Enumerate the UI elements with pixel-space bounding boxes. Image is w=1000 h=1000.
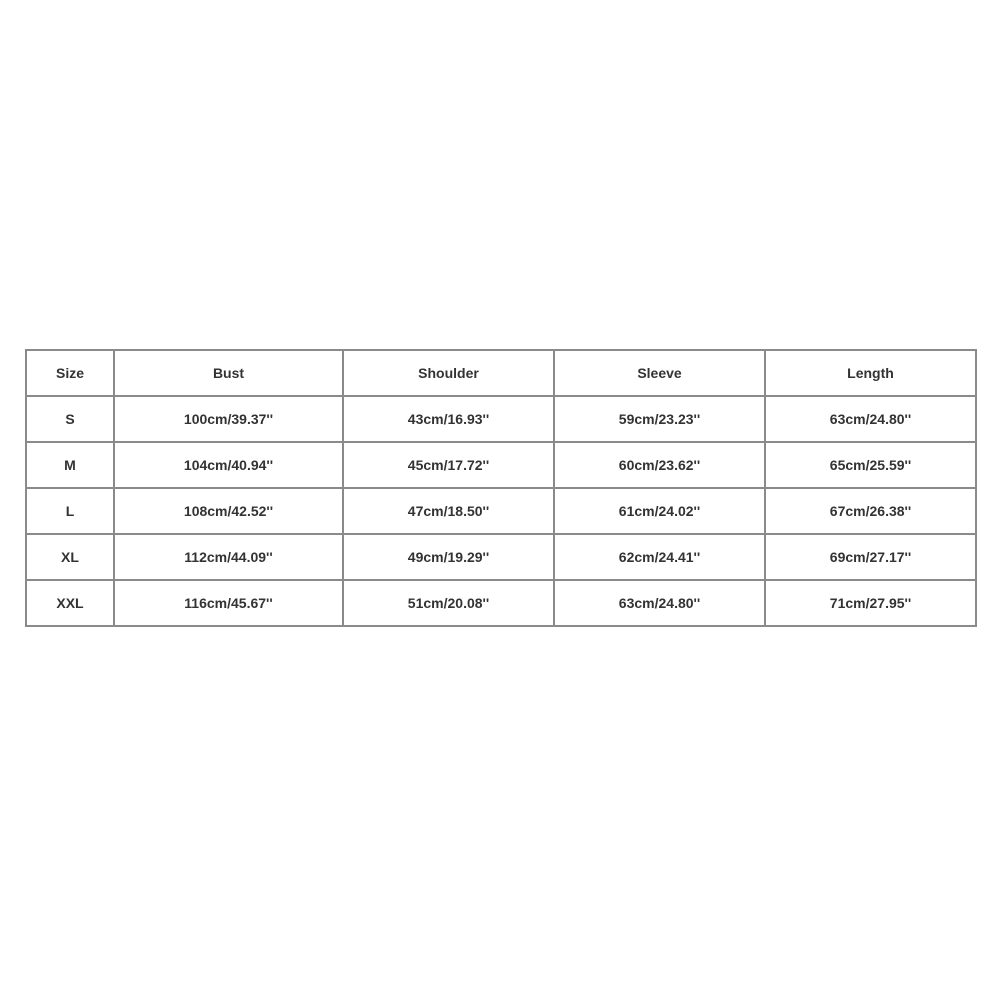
table-row [26,396,976,442]
cell-bust: 116cm/45.67'' [114,580,343,626]
header-shoulder: Shoulder [343,350,554,396]
header-length: Length [765,350,976,396]
cell-size: M [26,442,114,488]
cell-shoulder: 47cm/18.50'' [343,488,554,534]
cell-bust: 108cm/42.52'' [114,488,343,534]
header-bust: Bust [114,350,343,396]
cell-sleeve: 62cm/24.41'' [554,534,765,580]
cell-bust: 100cm/39.37'' [114,396,343,442]
cell-length: 65cm/25.59'' [765,442,976,488]
cell-length: 63cm/24.80'' [765,396,976,442]
cell-length: 67cm/26.38'' [765,488,976,534]
cell-bust: 104cm/40.94'' [114,442,343,488]
header-sleeve: Sleeve [554,350,765,396]
cell-shoulder: 43cm/16.93'' [343,396,554,442]
size-chart-table [25,349,977,627]
table-row [26,488,976,534]
header-row [26,350,976,396]
table-row [26,442,976,488]
cell-sleeve: 61cm/24.02'' [554,488,765,534]
cell-sleeve: 60cm/23.62'' [554,442,765,488]
cell-length: 71cm/27.95'' [765,580,976,626]
cell-shoulder: 49cm/19.29'' [343,534,554,580]
table-row [26,534,976,580]
header-size: Size [26,350,114,396]
cell-shoulder: 51cm/20.08'' [343,580,554,626]
cell-sleeve: 59cm/23.23'' [554,396,765,442]
cell-size: XL [26,534,114,580]
cell-size: XXL [26,580,114,626]
cell-size: L [26,488,114,534]
cell-sleeve: 63cm/24.80'' [554,580,765,626]
cell-length: 69cm/27.17'' [765,534,976,580]
cell-size: S [26,396,114,442]
cell-bust: 112cm/44.09'' [114,534,343,580]
table-row [26,580,976,626]
cell-shoulder: 45cm/17.72'' [343,442,554,488]
